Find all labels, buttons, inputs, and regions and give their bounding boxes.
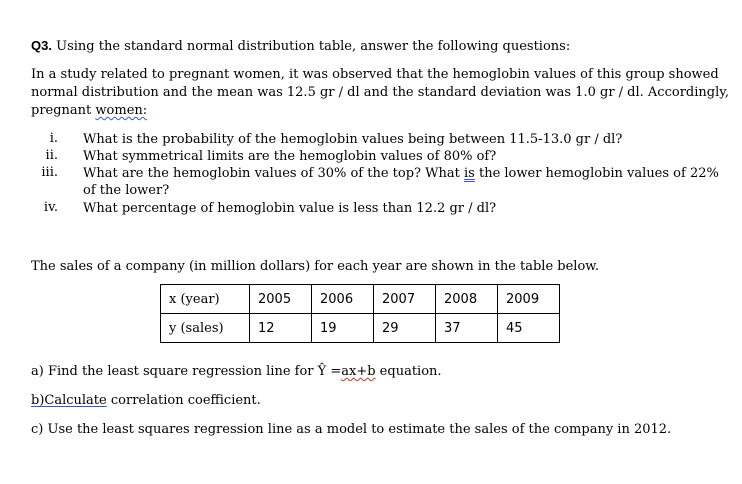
- item-marker-iv: iv.: [43, 200, 58, 215]
- table-cell-sales: 19: [312, 314, 374, 343]
- table-cell-sales: 29: [374, 314, 436, 343]
- question-heading: [31, 37, 570, 56]
- item-text-iii-continuation: of the lower?: [83, 183, 170, 198]
- item-text-i: What is the probability of the hemoglobin values being between 11.5-13.0 gr / dl?: [83, 132, 623, 147]
- table-row-label-y: y (sales): [161, 314, 250, 343]
- sales-table: [160, 284, 560, 343]
- item-text-iv: What percentage of hemoglobin value is less than 12.2 gr / dl?: [83, 201, 497, 216]
- item-marker-i: i.: [49, 131, 58, 146]
- part-a-suffix: equation.: [375, 364, 442, 379]
- paragraph-line-3-flagged-word: women:: [95, 103, 148, 118]
- item-text-iii: [83, 165, 719, 183]
- item-text-iii-part-a: What are the hemoglobin values of 30% of the top? What: [83, 166, 464, 181]
- paragraph-line-2: normal distribution and the mean was 12.5 gr / dl and the standard deviation was 1.0 gr / dl. Accordingly,: [31, 85, 729, 100]
- part-a: [31, 363, 442, 381]
- table-cell-year: 2008: [436, 285, 498, 314]
- part-b-text: correlation coefficient.: [106, 393, 261, 408]
- item-marker-ii: ii.: [45, 148, 58, 163]
- table-cell-year: 2006: [312, 285, 374, 314]
- table-row-year: [161, 285, 560, 314]
- item-text-iii-part-c: the lower hemoglobin values of 22%: [474, 166, 719, 181]
- table-cell-sales: 37: [436, 314, 498, 343]
- question-number: Q3.: [31, 38, 52, 53]
- part-a-text: a) Find the least square regression line for Ŷ =: [31, 364, 342, 379]
- part-c: c) Use the least squares regression line as a model to estimate the sales of the company in 2012.: [31, 422, 672, 437]
- part-b-flagged-word: b)Calculate: [31, 393, 107, 408]
- table-cell-year: 2009: [498, 285, 560, 314]
- paragraph-line-3-text: pregnant: [31, 103, 96, 118]
- part-a-equation: ax+b: [341, 364, 376, 379]
- table-cell-sales: 45: [498, 314, 560, 343]
- table-row-label-x: x (year): [161, 285, 250, 314]
- table-row-sales: [161, 314, 560, 343]
- item-marker-iii: iii.: [41, 165, 58, 180]
- part-b: [31, 392, 261, 410]
- question-prompt: Using the standard normal distribution table, answer the following questions:: [56, 39, 571, 54]
- table-cell-year: 2007: [374, 285, 436, 314]
- item-text-ii: What symmetrical limits are the hemoglobin values of 80% of?: [83, 149, 497, 164]
- paragraph-line-3: [31, 102, 147, 120]
- item-text-iii-flagged-word: is: [464, 166, 475, 181]
- paragraph-line-1: In a study related to pregnant women, it was observed that the hemoglobin values of this group showed: [31, 67, 719, 82]
- sales-intro: The sales of a company (in million dollars) for each year are shown in the table below.: [31, 259, 600, 274]
- table-cell-sales: 12: [250, 314, 312, 343]
- table-cell-year: 2005: [250, 285, 312, 314]
